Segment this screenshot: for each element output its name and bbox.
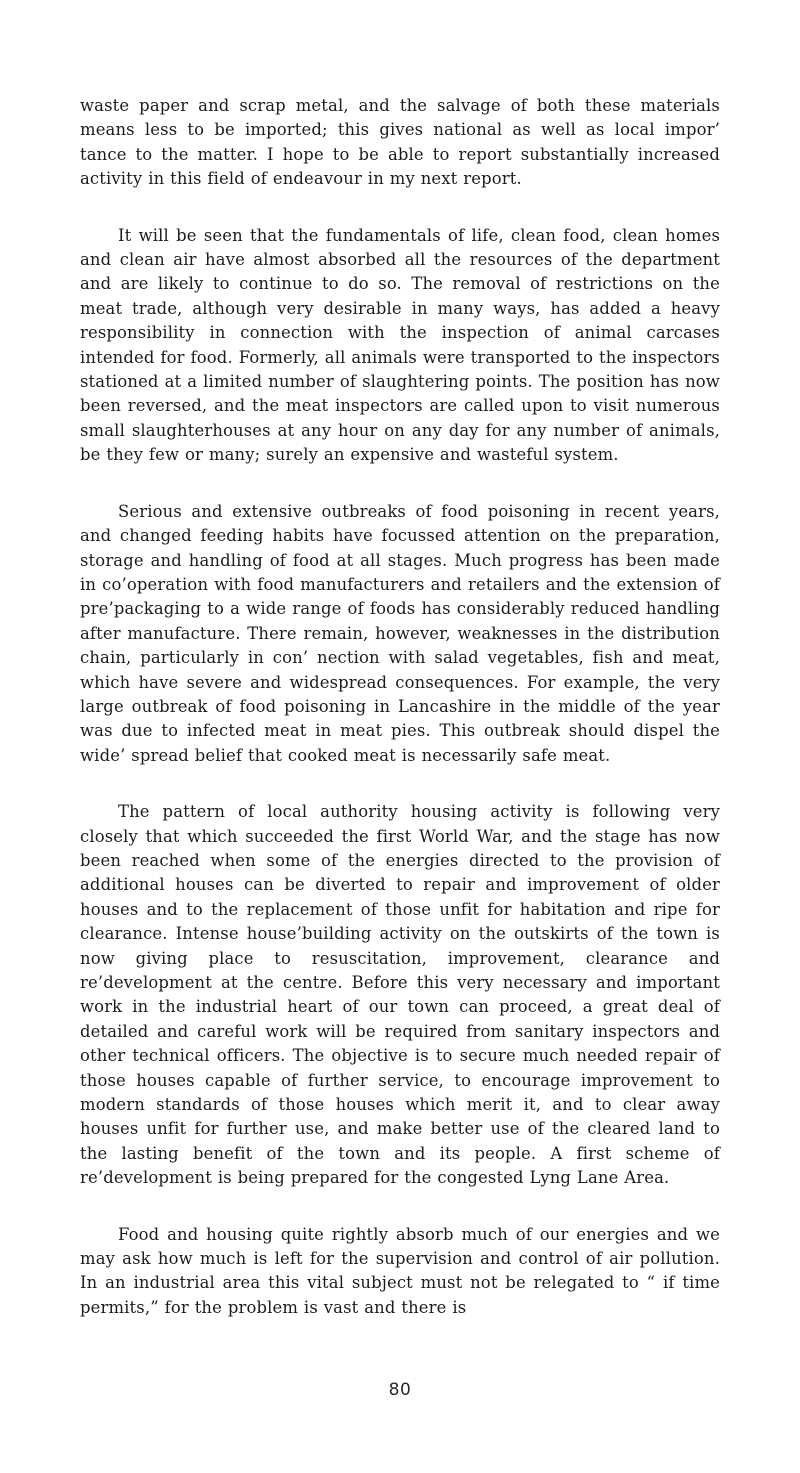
page-number: 80 (388, 1380, 412, 1400)
paragraph-fundamentals: It will be seen that the fundamentals of life, clean food, clean homes and clean air have almost absorbed all the resources of the department and are likely to continue to do so. The removal of restrictions on the meat trade, although very desirable in many ways, has added a heavy responsibility in connection with the inspection of animal carcases intended for food. Formerly, all animals were transported to the inspectors stationed at a limited number of slaughtering points. The position has now been reversed, and the meat inspectors are called upon to visit numerous small slaughterhouses at any hour on any day for any number of animals, be they few or many; surely an expensive and wasteful system. (80, 225, 720, 465)
paragraph-salvage: waste paper and scrap metal, and the salvage of both these materials means less to be imported; this gives national as well as local impor’ tance to the matter. I hope to be able to report substantially increased activity in this field of endeavour in my next report. (80, 96, 720, 189)
paragraph-air-pollution: Food and housing quite rightly absorb much of our energies and we may ask how much is left for the supervision and control of air pollution. In an industrial area this vital subject must not be relegated to “ if time permits,” for the problem is vast and there is (80, 1224, 720, 1317)
paragraph-food-poisoning: Serious and extensive outbreaks of food poisoning in recent years, and changed feeding habits have focussed attention on the preparation, storage and handling of food at all stages. Much progress has been made in co’operation with food manufacturers and retailers and the extension of pre’packaging to a wide range of foods has considerably reduced handling after manufacture. There remain, however, weaknesses in the distribution chain, particularly in con’ nection with salad vegetables, fish and meat, which have severe and widespread consequences. For example, the very large outbreak of food poisoning in Lancashire in the middle of the year was due to infected meat in meat pies. This outbreak should dispel the wide’ spread belief that cooked meat is necessarily safe meat. (80, 501, 720, 765)
paragraph-housing: The pattern of local authority housing activity is following very closely that which succeeded the first World War, and the stage has now been reached when some of the energies directed to the provision of additional houses can be diverted to repair and improvement of older houses and to the replacement of those unfit for habitation and ripe for clearance. Intense house’building activity on the outskirts of the town is now giving place to resuscitation, improvement, clearance and re’development at the centre. Before this very necessary and important work in the industrial heart of our town can proceed, a great deal of detailed and careful work will be required from sanitary inspectors and other technical officers. The objective is to secure much needed repair of those houses capable of further service, to encourage improvement to modern standards of those houses which merit it, and to clear away houses unfit for further use, and make better use of the cleared land to the lasting benefit of the town and its people. A first scheme of re’development is being prepared for the congested Lyng Lane Area. (80, 802, 720, 1188)
document-body (80, 94, 720, 1352)
